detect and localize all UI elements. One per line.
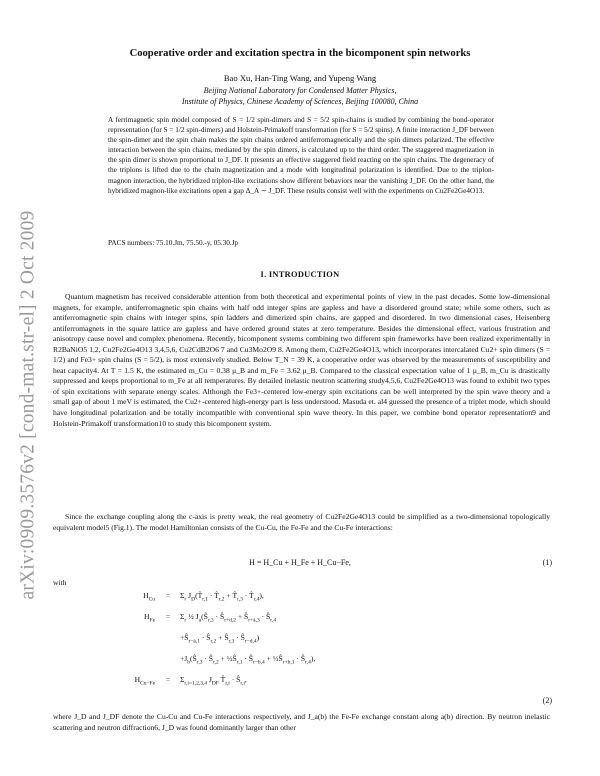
equation-1-number: (1) [542,558,552,567]
intro-paragraph-3 [53,712,550,733]
pacs-numbers: PACS numbers: 75.10.Jm, 75.50.-y, 05.30.Jp [108,239,239,247]
paper-title: Cooperative order and excitation spectra in the bicomponent spin networks [129,48,471,59]
equation-2-row-hfe-cont2: $+J_b(Ŝ_{r,3}$ · $Ŝ_{r,2}$ + $\frac{1}{2}Ŝ_{r,1}$ · $Ŝ_{r-b,4}$ + $\frac{1}{2}Ŝ_{r+b,1}$ · $Ŝ_{r,4}$), [180,654,316,666]
intro-paragraph-2 [53,512,550,533]
equation-2-row-hcu: $H_{Cu}$ = $\Sigma_r$ $J_D(T̂_{r,1}$ · $T̂_{r,2}$ + $T̂_{r,3}$ · $T̂_{r,4}$), [143,591,264,603]
intro-paragraph-2-text: Since the exchange coupling along the c-axis is pretty weak, the real geometry of Cu2Fe2Ge4O13 could be simplified as a two-dimensional topologically equivalent model5 (Fig.1). The model Hamiltonian consists of the Cu-Cu, the Fe-Fe and the Cu-Fe interactions: [53,512,550,532]
intro-paragraph-1-text: Quantum magnetism has received considerable attention from both theoretical and experimental points of view in the past decades. Some low-dimensional magnets, for example, antiferromagnetic spin chains with half odd integer spins are gapless and have a disordered ground state; while some others, such as antiferromagnetic spin chains with integer spins, spin ladders and dimerized spin chains, are gapped and disordered. In two dimensional cases, Heisenberg antiferromagnets in the square lattice are gapless and have ordered ground states at zero temperature. Besides the dimensional effect, various frustration and anisotropy cause novel and complex phenomena. Recently, bicomponent systems combining two different spin frameworks have been realized experimentally in R2BaNiO5 1,2, Cu2Fe2Ge4O13 3,4,5,6, Cu2CdB2O6 7 and Cu3Mo2O9 8. Among them, Cu2Fe2Ge4O13, which incorporates intercalated Cu2+ spin dimers (S = 1/2) and Fe3+ spin chains (S = 5/2), is most extensively studied. Below T_N = 39 K, a cooperative order was observed by the measurements of susceptibility and heat capacity4. At T = 1.5 K, the estimated m_Cu = 0.38 μ_B and m_Fe = 3.62 μ_B. Compared to the classical expectation value of 1 μ_B, m_Cu is drastically suppressed and keeps proportional to m_Fe at all temperatures. By detailed inelastic neutron scattering study4,5,6, Cu2Fe2Ge4O13 was found to exhibit two types of spin excitations with separate energy scales. Although the Fe3+-centered low-energy spin excitations can be well interpreted by the spin wave theory and a small gap of about 1 meV is estimated, the Cu2+-centered high-energy part is less understood. Masuda et. al4 guessed the presence of a triplet mode, which should have longitudinal polarization and be totally incompatible with conventional spin wave theory. In this paper, we combine bond operator representation9 and Holstein-Primakoff transformation10 to study this bicomponent system. [53,292,550,428]
equation-2-number: (2) [542,696,552,705]
abstract: A ferrimagnetic spin model composed of S = 1/2 spin-dimers and S = 5/2 spin-chains is studied by combining the bond-operator representation (for S = 1/2 spin-dimers) and Holstein-Primakoff transformation (for S = 5/2 spins). A finite interaction J_DF between the spin-dimer and the spin chain makes the spin chains ordered antiferromagnetically and the spin dimers polarized. The effective interaction between the spin chains, mediated by the spin dimers, is calculated up to the third order. The staggered magnetization in the spin dimer is shown proportional to J_DF. It presents an effective staggered field reacting on the spin chains. The degeneracy of the triplons is lifted due to the chain magnetization and a mode with longitudinal polarization is identified. Due to the triplon-magnon interaction, the hybridized triplon-like excitations show different behaviors near the vanishing J_DF. On the other hand, the hybridized magnon-like excitations open a gap Δ_A ∼ J_DF. These results consist well with the experiments on Cu2Fe2Ge4O13. [108,116,494,195]
equation-1: H = H_Cu + H_Fe + H_Cu−Fe, [249,558,351,567]
equation-2-row-hfe: $H_{Fe}$ = $\Sigma_r$ ½ $J_a(Ŝ_{r,3}$ · $Ŝ_{r+d,2}$ + $Ŝ_{r+ā,3}$ · $Ŝ_{r,4}$ [144,612,276,624]
section-heading: I. INTRODUCTION [260,270,340,279]
intro-paragraph-1 [53,292,550,429]
equation-2-row-hcufe: $H_{Cu-Fe}$ = $\Sigma_{r,i=1,2,3,4}$ $J_{DF}$ $T̂_{r,i}$ · $Ŝ_{r,i}$, [134,675,247,687]
author-list: Bao Xu, Han-Ting Wang, and Yupeng Wang [223,73,377,83]
with-word: with [53,578,67,587]
intro-paragraph-3-text: where J_D and J_DF denote the Cu-Cu and Cu-Fe interactions respectively, and J_a(b) the Fe-Fe exchange constant along a(b) direction. By neutron inelastic scattering and neutron diffraction6, J_D was found dominantly larger than other [53,712,550,732]
arxiv-identifier-text: arXiv:0909.3576v2 [cond-mat.str-el] 2 Oct 2009 [17,210,39,600]
affiliation-line-2: Institute of Physics, Chinese Academy of Sciences, Beijing 100080, China [181,97,419,106]
affiliation-line-1: Beijing National Laboratory for Condensed Matter Physics, [203,86,397,95]
equation-2-block [100,591,540,696]
equation-2-row-hfe-cont1: $+Ŝ_{r-ā,1}$ · $Ŝ_{r,2}$ + $Ŝ_{r,3}$ · $Ŝ_{r-d,4}$) [180,633,260,645]
arxiv-identifier-stamp [14,190,42,620]
